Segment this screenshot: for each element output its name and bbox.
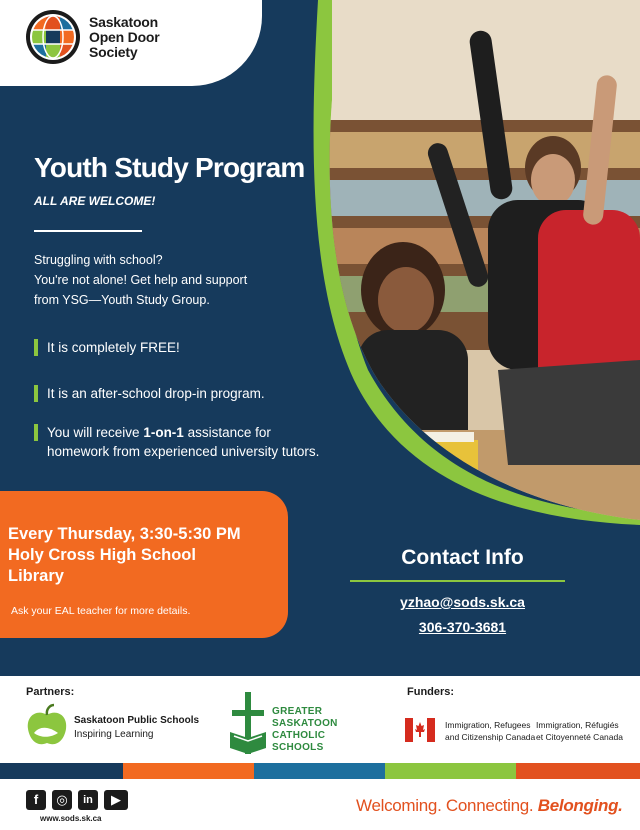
funders-label: Funders: [407,686,455,698]
intro-line1: Struggling with school? [34,253,163,267]
org-name-line2: Open Door [89,29,160,45]
color-strip-blue [254,763,385,779]
funder-en-line2: and Citizenship Canada [445,732,536,742]
gscs-line2: SASKATOON [272,718,338,729]
gscs-line3: CATHOLIC [272,730,326,741]
funder-en-line1: Immigration, Refugees [445,720,531,730]
title-divider [34,230,142,232]
sps-name: Saskatoon Public Schools [74,715,200,726]
tagline-belonging: Belonging. [537,796,623,815]
color-strip-green [385,763,516,779]
partners-label: Partners: [26,686,75,698]
gscs-line1: GREATER [272,706,323,717]
bullet-text-post: assistance for homework from experienced university tutors. [47,425,320,459]
tagline [356,796,623,816]
bullet-one-on-one [34,423,324,461]
gscs-line4: SCHOOLS [272,742,324,753]
linkedin-icon[interactable]: in [78,790,98,810]
bullet-bar [34,339,38,356]
bullet-text: It is completely FREE! [47,340,180,355]
color-strip-red [516,763,640,779]
website-link[interactable]: www.sods.sk.ca [40,814,102,823]
globe-icon [24,8,82,66]
sps-tagline: Inspiring Learning [74,729,154,740]
color-strip-navy [0,763,123,779]
color-strip-orange [123,763,254,779]
schedule-location: Holy Cross High School [8,546,196,564]
funder-name-fr [536,719,623,743]
funder-fr-line1: Immigration, Réfugiés [536,720,619,730]
bullet-free [34,338,324,357]
schedule-note: Ask your EAL teacher for more details. [11,605,191,617]
org-name-line1: Saskatoon [89,14,158,30]
facebook-icon[interactable]: f [26,790,46,810]
bullet-bar [34,424,38,441]
apple-icon [24,703,70,749]
tagline-main: Welcoming. Connecting. [356,796,538,815]
contact-phone-link[interactable]: 306-370-3681 [418,619,507,635]
contact-email-link[interactable]: yzhao@sods.sk.ca [400,594,525,610]
program-subtitle: ALL ARE WELCOME! [34,194,156,208]
gscs-name [272,706,338,754]
cross-book-icon [228,692,268,754]
contact-title: Contact Info [401,546,524,569]
intro-text [34,250,314,310]
program-title: Youth Study Program [34,152,305,183]
students-photo [308,0,640,525]
canada-flag-icon [405,718,435,742]
intro-line3: from YSG—Youth Study Group. [34,293,210,307]
photo-illustration [308,0,640,525]
bullet-bar [34,385,38,402]
contact-divider [350,580,565,582]
youtube-icon[interactable]: ▶ [104,790,128,810]
schedule-room: Library [8,567,64,585]
instagram-icon[interactable]: ◎ [52,790,72,810]
schedule-time: Every Thursday, 3:30-5:30 PM [8,525,241,543]
funder-fr-line2: et Citoyenneté Canada [536,732,623,742]
org-name-line3: Society [89,44,138,60]
logo-card [0,0,262,86]
intro-line2: You're not alone! Get help and support [34,273,248,287]
funder-name-en [445,719,535,743]
org-name [89,15,160,60]
bullet-text-pre: You will receive [47,425,144,440]
bullet-drop-in [34,384,324,403]
schedule-details [8,524,283,587]
bullet-text: It is an after-school drop-in program. [47,386,265,401]
bullet-text-bold: 1-on-1 [143,425,184,440]
